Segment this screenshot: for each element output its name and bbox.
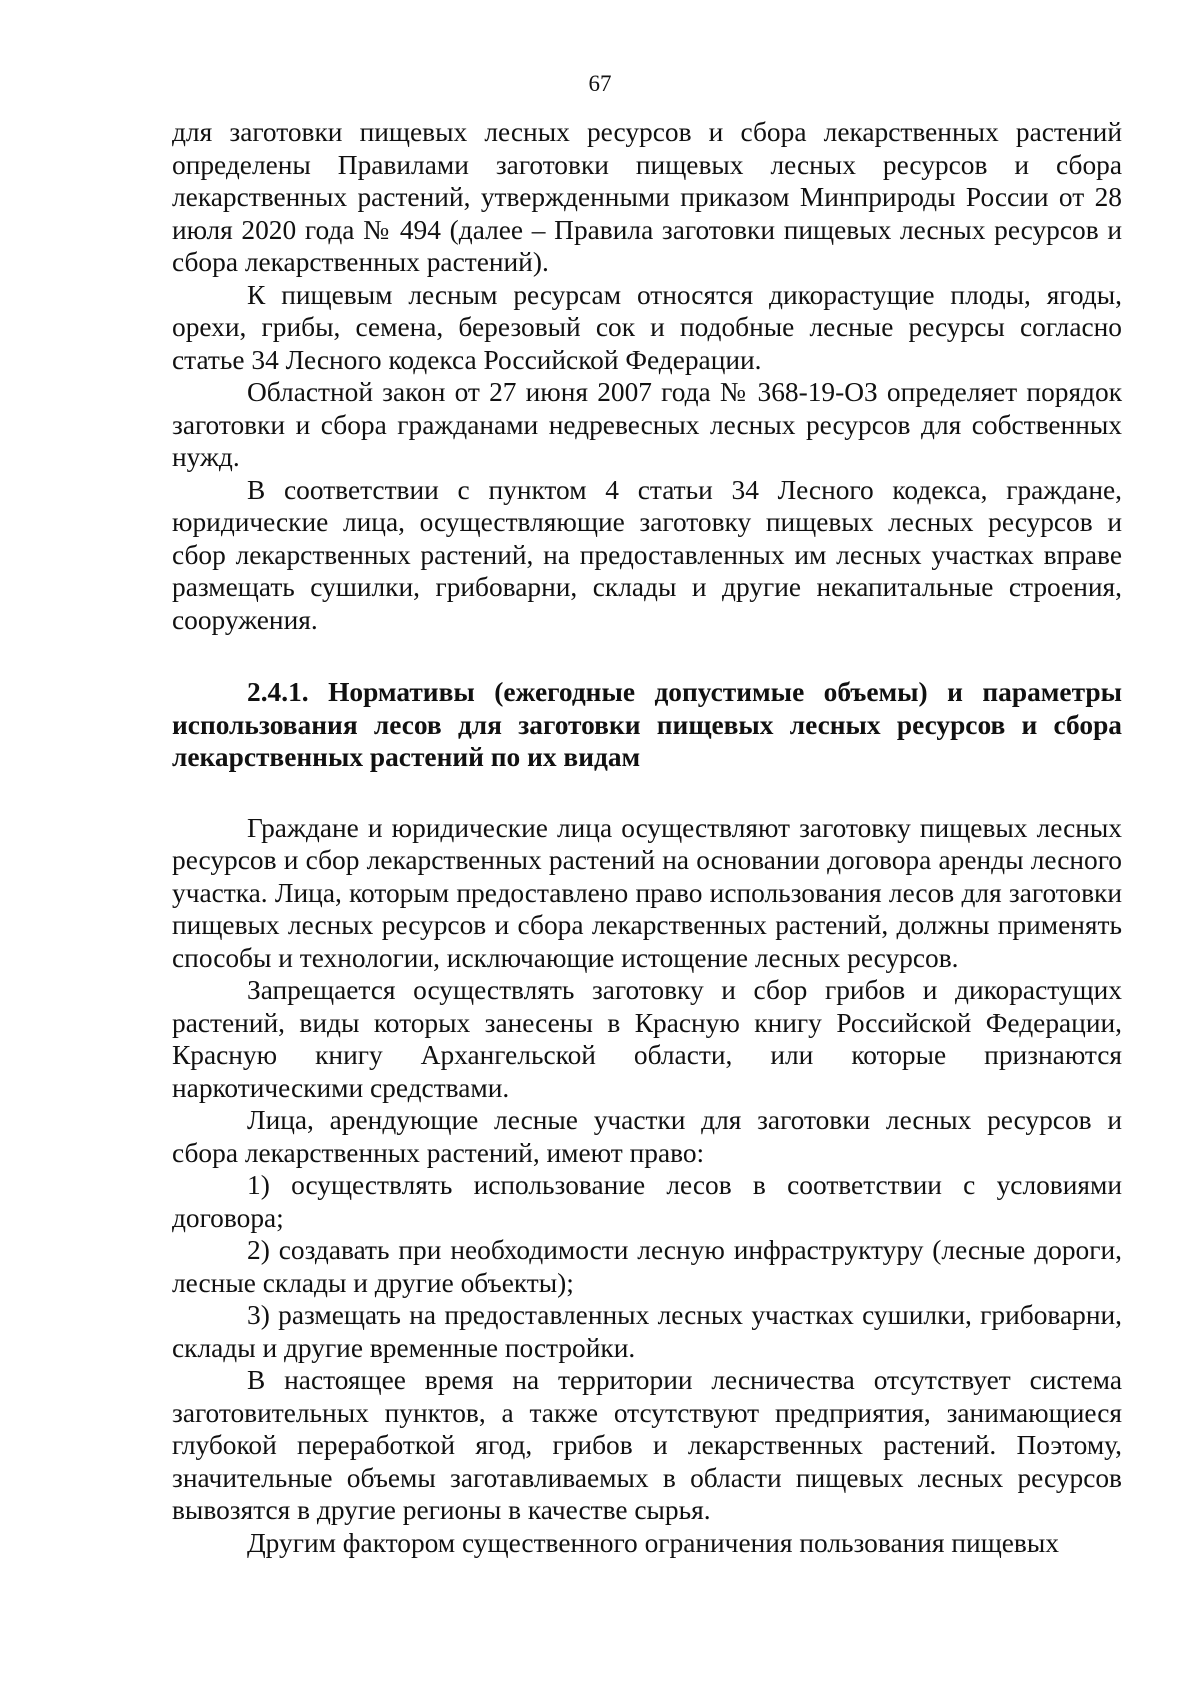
paragraph-food-resources: К пищевым лесным ресурсам относятся дикорастущие плоды, ягоды, орехи, грибы, семена, березовый сок и подобные лесные ресурсы согласно статье 34 Лесного кодекса Российской Федерации.: [172, 279, 1122, 375]
paragraph-regional-law: Областной закон от 27 июня 2007 года № 368-19-ОЗ определяет порядок заготовки и сбора гражданами недревесных лесных ресурсов для собственных нужд.: [172, 377, 1122, 472]
spacer: [172, 636, 1122, 676]
document-body: [172, 116, 1122, 1559]
paragraph-forest-code-article: В соответствии с пунктом 4 статьи 34 Лесного кодекса, граждане, юридические лица, осуществляющие заготовку пищевых лесных ресурсов и сбор лекарственных растений, на предоставленных им лесных участках вправе размещать сушилки, грибоварни, склады и другие некапитальные строения, сооружения.: [172, 474, 1122, 635]
paragraph-current-state: В настоящее время на территории лесничества отсутствует система заготовительных пунктов, а также отсутствуют предприятия, занимающиеся глубокой переработкой ягод, грибов и лекарственных растений. Поэтому, значительные объемы заготавливаемых в области пищевых лесных ресурсов вывозятся в другие регионы в качестве сырья.: [172, 1365, 1122, 1525]
paragraph-other-factor: Другим фактором существенного ограничения пользования пищевых: [247, 1527, 1059, 1558]
paragraph-prohibition: Запрещается осуществлять заготовку и сбор грибов и дикорастущих растений, виды которых занесены в Красную книгу Российской Федерации, Красную книгу Архангельской области, или которые признаются наркотическими средствами.: [172, 975, 1122, 1103]
list-item-right-3: 3) размещать на предоставленных лесных участках сушилки, грибоварни, склады и другие временные постройки.: [172, 1300, 1122, 1363]
list-item-right-1: 1) осуществлять использование лесов в соответствии с условиями договора;: [172, 1170, 1122, 1233]
paragraph-lessee-rights: Лица, арендующие лесные участки для заготовки лесных ресурсов и сбора лекарственных растений, имеют право:: [172, 1105, 1122, 1168]
section-heading: 2.4.1. Нормативы (ежегодные допустимые объемы) и параметры использования лесов для заготовки пищевых лесных ресурсов и сбора лекарственных растений по их видам: [172, 677, 1122, 772]
spacer: [172, 774, 1122, 812]
list-item-right-2: 2) создавать при необходимости лесную инфраструктуру (лесные дороги, лесные склады и другие объекты);: [172, 1235, 1122, 1298]
page-number: 67: [588, 71, 612, 96]
paragraph-lease-basis: Граждане и юридические лица осуществляют заготовку пищевых лесных ресурсов и сбор лекарственных растений на основании договора аренды лесного участка. Лица, которым предоставлено право использования лесов для заготовки пищевых лесных ресурсов и сбора лекарственных растений, должны применять способы и технологии, исключающие истощение лесных ресурсов.: [172, 812, 1122, 973]
paragraph-continuation: для заготовки пищевых лесных ресурсов и сбора лекарственных растений определены Правилами заготовки пищевых лесных ресурсов и сбора лекарственных растений, утвержденными приказом Минприроды России от 28 июля 2020 года № 494 (далее – Правила заготовки пищевых лесных ресурсов и сбора лекарственных растений).: [172, 117, 1122, 277]
